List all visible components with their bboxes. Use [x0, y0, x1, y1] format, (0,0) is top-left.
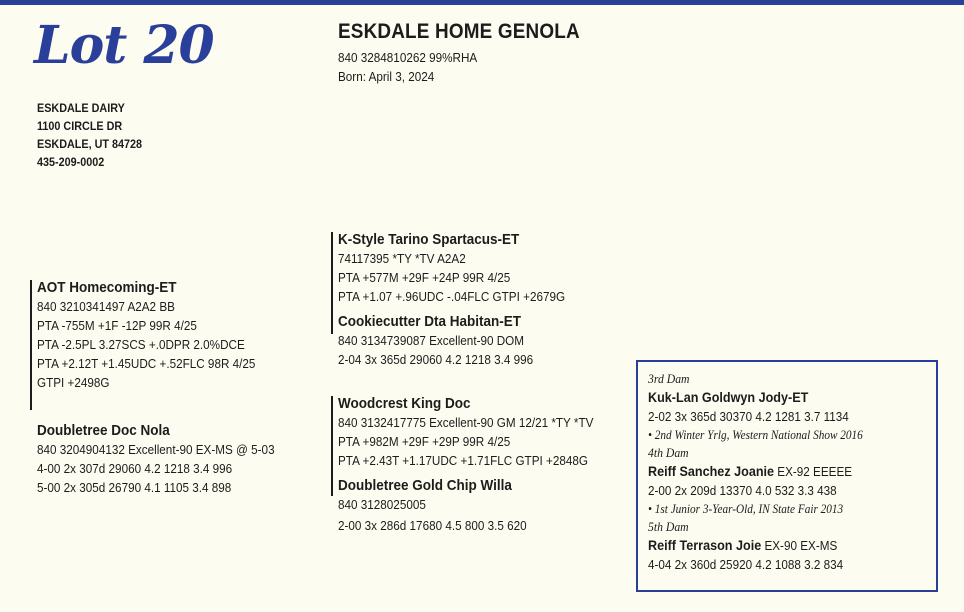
third-dam-note: • 2nd Winter Yrlg, Western National Show 2016 — [648, 428, 863, 442]
sire-sire-name: K-Style Tarino Spartacus-ET — [338, 231, 520, 248]
consignor-address-line1: 1100 CIRCLE DR — [37, 119, 123, 133]
sire-name: AOT Homecoming-ET — [37, 279, 177, 296]
pedigree-bracket-left — [30, 280, 32, 410]
fourth-dam-name: Reiff Sanchez Joanie — [648, 463, 775, 479]
dam-line: 4-00 2x 307d 29060 4.2 1218 3.4 996 — [37, 461, 233, 476]
fourth-dam-label: 4th Dam — [648, 445, 689, 460]
sire-sire-line: PTA +1.07 +.96UDC -.04FLC GTPI +2679G — [338, 289, 566, 304]
pedigree-bracket-dam-side — [331, 396, 333, 496]
fifth-dam-name: Reiff Terrason Joie — [648, 537, 762, 553]
dam-dam-line: 840 3128025005 — [338, 497, 426, 512]
third-dam-name: Kuk-Lan Goldwyn Jody-ET — [648, 389, 809, 405]
third-dam-record: 2-02 3x 365d 30370 4.2 1281 3.7 1134 — [648, 409, 849, 424]
dam-name: Doubletree Doc Nola — [37, 422, 170, 439]
fourth-dam-record: 2-00 2x 209d 13370 4.0 532 3.3 438 — [648, 483, 837, 498]
consignor-address-line2: ESKDALE, UT 84728 — [37, 137, 143, 151]
dam-dam-line: 2-00 3x 286d 17680 4.5 800 3.5 620 — [338, 518, 527, 533]
consignor-phone: 435-209-0002 — [37, 155, 105, 169]
animal-born: Born: April 3, 2024 — [338, 69, 435, 84]
third-dam-label: 3rd Dam — [648, 371, 690, 386]
dam-dam-name: Doubletree Gold Chip Willa — [338, 477, 512, 494]
animal-id: 840 3284810262 99%RHA — [338, 50, 478, 65]
consignor-block — [37, 99, 154, 171]
sire-block — [37, 278, 280, 392]
lot-number-title: Lot 20 — [34, 15, 214, 76]
animal-header — [338, 20, 607, 86]
sire-dam-line: 2-04 3x 365d 29060 4.2 1218 3.4 996 — [338, 352, 534, 367]
top-accent-bar — [0, 0, 964, 5]
dam-block — [37, 421, 301, 497]
dam-sire-line: 840 3132417775 Excellent-90 GM 12/21 *TY *TV — [338, 415, 594, 430]
pedigree-bracket-sire-side — [331, 232, 333, 334]
fifth-dam-label: 5th Dam — [648, 519, 689, 534]
sire-line: PTA +2.12T +1.45UDC +.52FLC 98R 4/25 — [37, 356, 256, 371]
consignor-name: ESKDALE DAIRY — [37, 101, 125, 115]
sire-line: PTA -2.5PL 3.27SCS +.0DPR 2.0%DCE — [37, 337, 245, 352]
dam-line: 840 3204904132 Excellent-90 EX-MS @ 5-03 — [37, 442, 275, 457]
maternal-dams-box — [636, 360, 938, 592]
sire-sire-block — [338, 230, 590, 306]
fifth-dam-record: 4-04 2x 360d 25920 4.2 1088 3.2 834 — [648, 557, 844, 572]
sire-line: GTPI +2498G — [37, 375, 110, 390]
animal-name: ESKDALE HOME GENOLA — [338, 20, 580, 43]
sire-sire-line: PTA +577M +29F +24P 99R 4/25 — [338, 270, 511, 285]
fourth-dam-note: • 1st Junior 3-Year-Old, IN State Fair 2013 — [648, 502, 844, 516]
sire-line: 840 3210341497 A2A2 BB — [37, 299, 175, 314]
dam-sire-block — [338, 394, 622, 470]
sire-line: PTA -755M +1F -12P 99R 4/25 — [37, 318, 197, 333]
dam-sire-name: Woodcrest King Doc — [338, 395, 471, 412]
sire-dam-line: 840 3134739087 Excellent-90 DOM — [338, 333, 525, 348]
dam-sire-line: PTA +2.43T +1.17UDC +1.71FLC GTPI +2848G — [338, 453, 588, 468]
sire-dam-block — [338, 312, 555, 369]
sire-sire-line: 74117395 *TY *TV A2A2 — [338, 251, 466, 266]
dam-dam-block — [338, 476, 548, 535]
fourth-dam-classification: EX-92 EEEEE — [774, 464, 853, 479]
dam-line: 5-00 2x 305d 26790 4.1 1105 3.4 898 — [37, 480, 232, 495]
fifth-dam-classification: EX-90 EX-MS — [761, 538, 838, 553]
sire-dam-name: Cookiecutter Dta Habitan-ET — [338, 313, 522, 330]
dam-sire-line: PTA +982M +29F +29P 99R 4/25 — [338, 434, 511, 449]
